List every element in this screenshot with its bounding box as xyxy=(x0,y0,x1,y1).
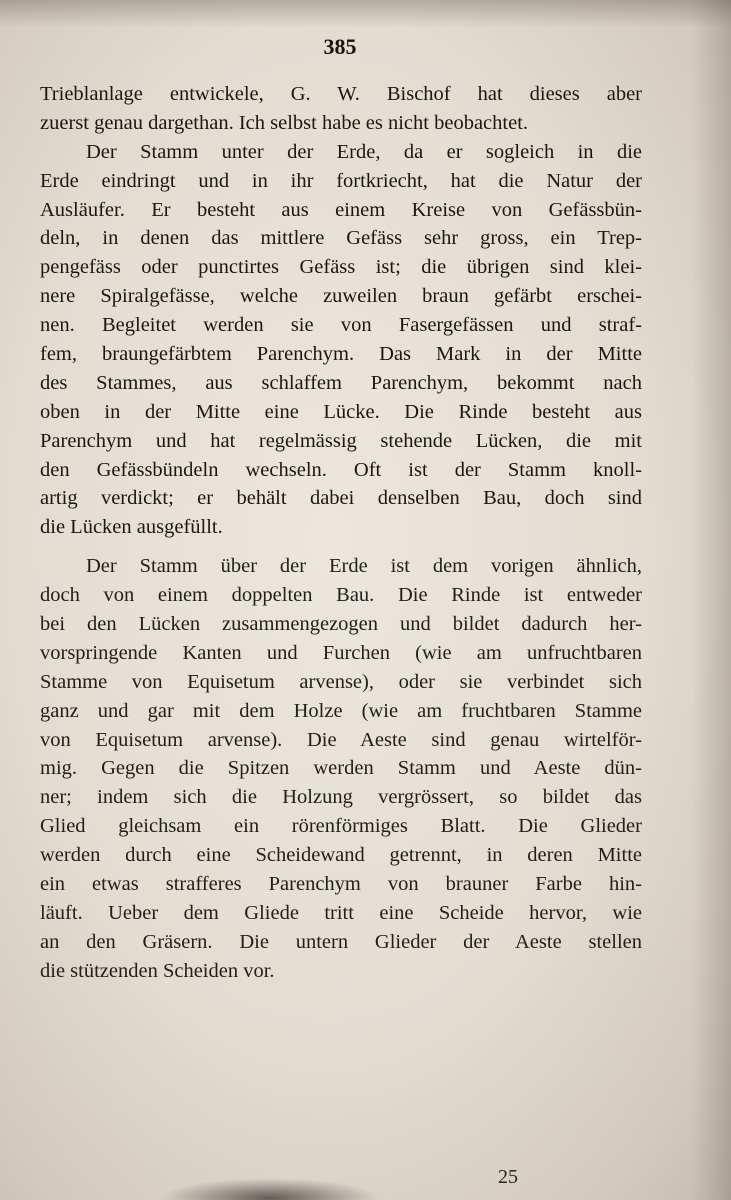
paragraph-3 xyxy=(40,552,642,985)
paragraph-1 xyxy=(40,80,642,138)
page-edge-shadow xyxy=(160,1178,380,1200)
text-line: läuft. Ueber dem Gliede tritt eine Scheide hervor, wie xyxy=(40,901,642,924)
text-line: Ausläufer. Er besteht aus einem Kreise von Gefässbün- xyxy=(40,198,642,221)
text-line: Stamme von Equisetum arvense), oder sie verbindet sich xyxy=(40,670,642,693)
text-line: Erde eindringt und in ihr fortkriecht, hat die Natur der xyxy=(40,169,642,192)
text-line: den Gefässbündeln wechseln. Oft ist der Stamm knoll- xyxy=(40,458,642,481)
text-line: fem, braungefärbtem Parenchym. Das Mark in der Mitte xyxy=(40,343,642,366)
text-line: Parenchym und hat regelmässig stehende Lücken, die mit xyxy=(40,429,642,452)
body-text xyxy=(40,80,642,986)
text-line: nen. Begleitet werden sie von Fasergefässen und straf- xyxy=(40,314,642,337)
text-line: Der Stamm über der Erde ist dem vorigen ähnlich, xyxy=(86,555,642,578)
signature-mark: 25 xyxy=(498,1166,518,1188)
text-line: an den Gräsern. Die untern Glieder der Aeste stellen xyxy=(40,930,642,953)
text-line: bei den Lücken zusammengezogen und bildet dadurch her- xyxy=(40,613,642,636)
text-line: mig. Gegen die Spitzen werden Stamm und Aeste dün- xyxy=(40,757,642,780)
text-line: ein etwas strafferes Parenchym von brauner Farbe hin- xyxy=(40,873,642,896)
paragraph-gap xyxy=(40,542,642,552)
text-line: zuerst genau dargethan. Ich selbst habe es nicht beobachtet. xyxy=(40,111,529,134)
text-line: Trieblanlage entwickele, G. W. Bischof hat dieses aber xyxy=(40,83,642,105)
text-line: Glied gleichsam ein rörenförmiges Blatt. Die Glieder xyxy=(40,815,642,838)
text-line: werden durch eine Scheidewand getrennt, in deren Mitte xyxy=(40,844,642,867)
text-line: deln, in denen das mittlere Gefäss sehr gross, ein Trep- xyxy=(40,227,642,250)
page-number: 385 xyxy=(323,34,357,59)
text-line: die Lücken ausgefüllt. xyxy=(40,516,223,539)
text-line: ner; indem sich die Holzung vergrössert, so bildet das xyxy=(40,786,642,809)
paragraph-2 xyxy=(40,138,642,542)
text-line: doch von einem doppelten Bau. Die Rinde ist entweder xyxy=(40,584,642,607)
text-line: die stützenden Scheiden vor. xyxy=(40,959,275,982)
text-line: Der Stamm unter der Erde, da er sogleich in die xyxy=(86,140,642,163)
text-line: nere Spiralgefässe, welche zuweilen braun gefärbt erschei- xyxy=(40,285,642,308)
text-line: artig verdickt; er behält dabei denselben Bau, doch sind xyxy=(40,487,642,510)
text-line: ganz und gar mit dem Holze (wie am fruchtbaren Stamme xyxy=(40,699,642,722)
text-line: oben in der Mitte eine Lücke. Die Rinde besteht aus xyxy=(40,400,642,423)
text-line: des Stammes, aus schlaffem Parenchym, bekommt nach xyxy=(40,371,642,394)
text-line: vorspringende Kanten und Furchen (wie am unfruchtbaren xyxy=(40,641,642,664)
text-line: pengefäss oder punctirtes Gefäss ist; die übrigen sind klei- xyxy=(40,256,642,279)
text-line: von Equisetum arvense). Die Aeste sind genau wirtelför- xyxy=(40,728,642,751)
